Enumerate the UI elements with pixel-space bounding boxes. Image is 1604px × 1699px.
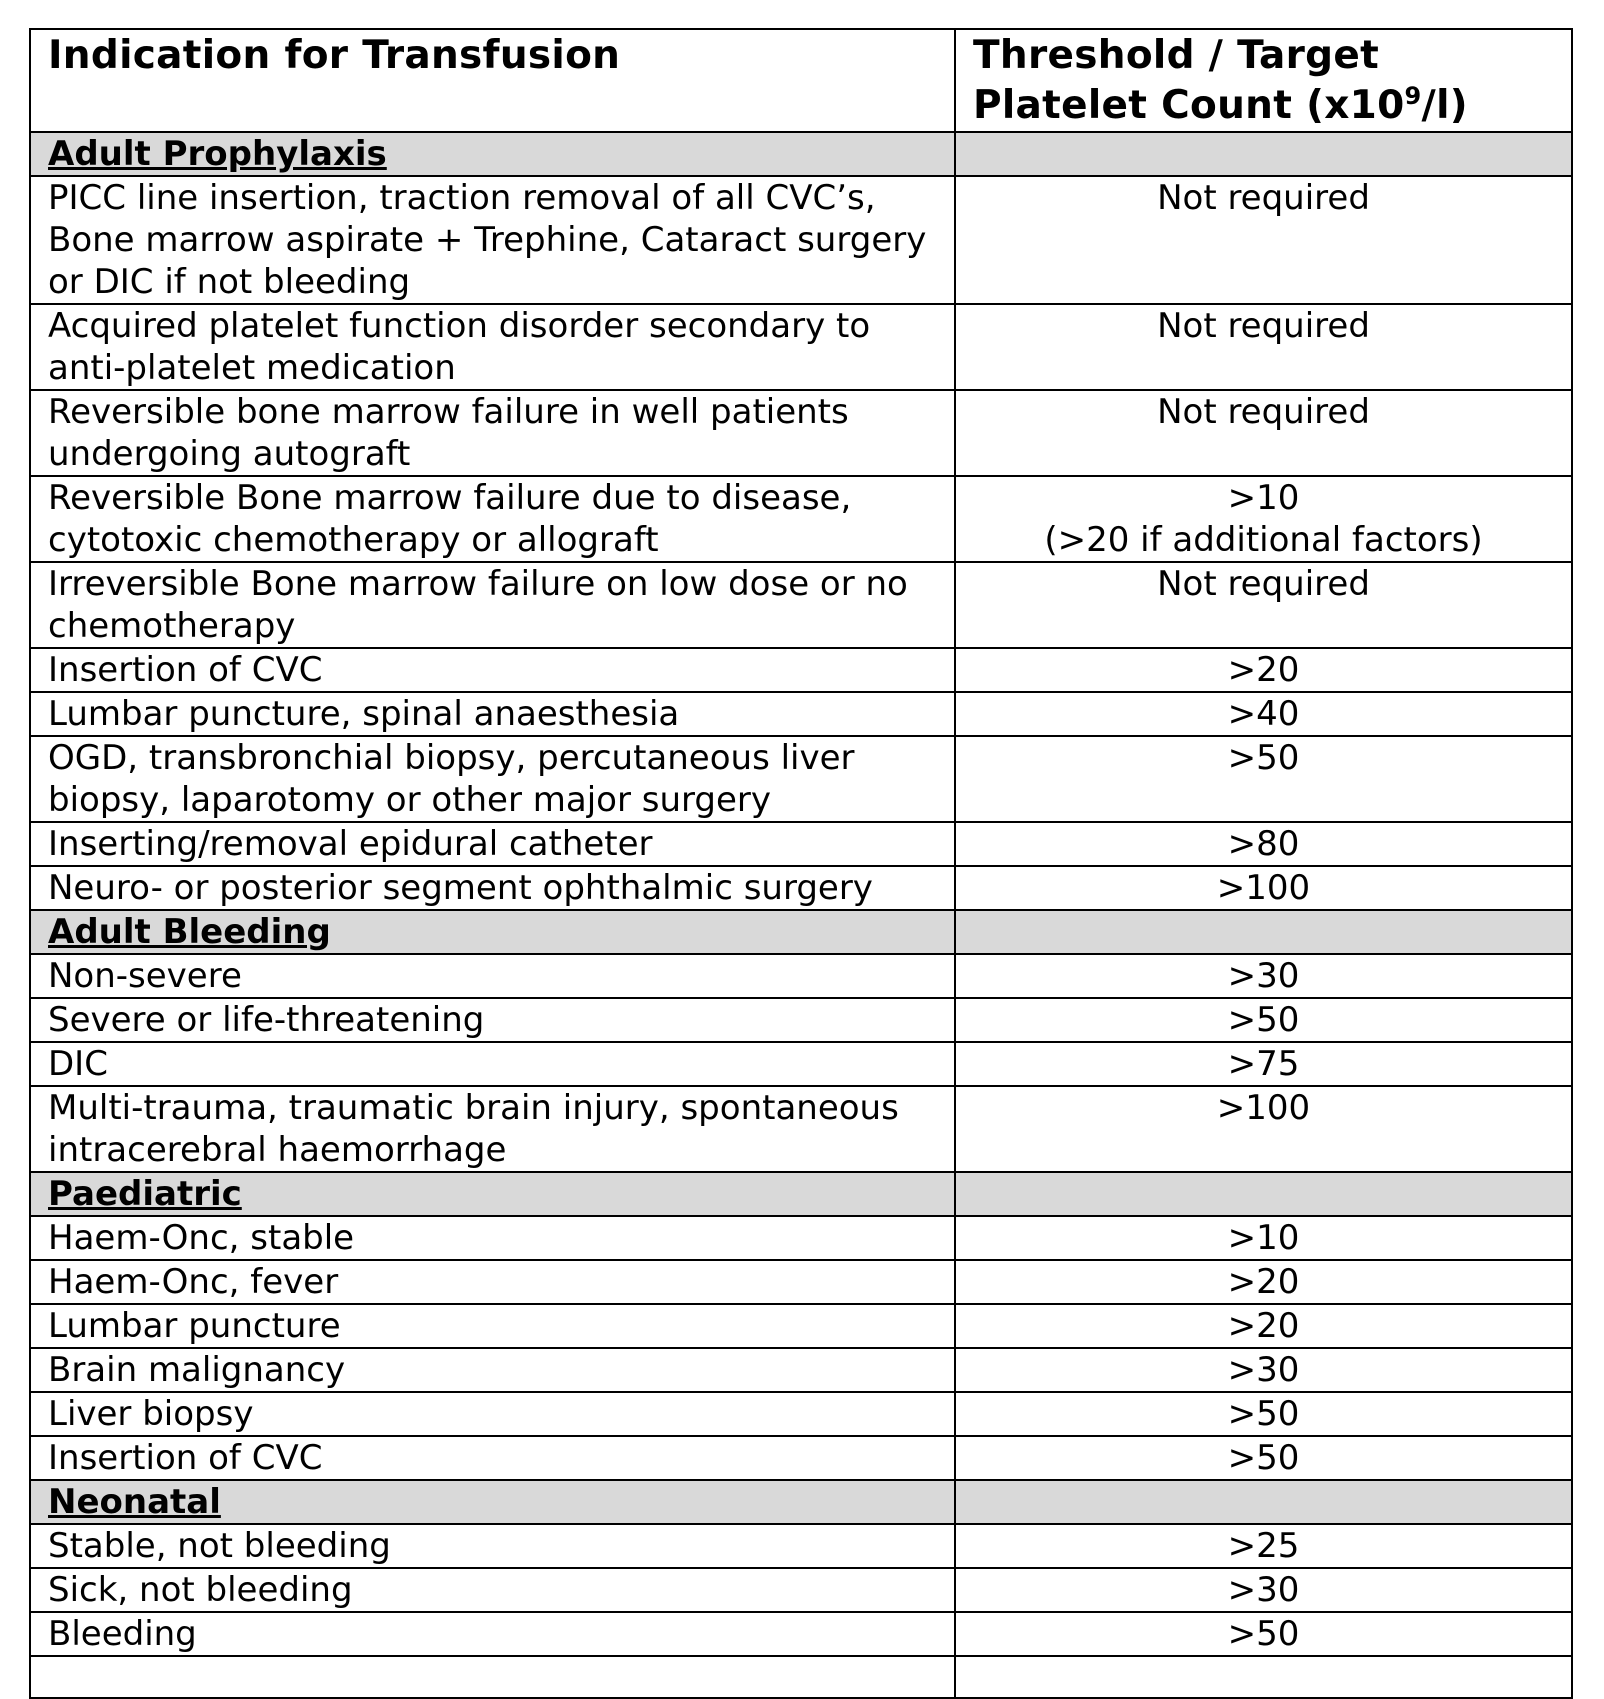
threshold-cell: >30 bbox=[955, 1348, 1572, 1392]
table-row bbox=[30, 1304, 1572, 1348]
threshold-cell: >50 bbox=[955, 736, 1572, 822]
indication-cell: Lumbar puncture bbox=[30, 1304, 955, 1348]
section-title: Adult Bleeding bbox=[30, 910, 955, 954]
indication-cell: Severe or life-threatening bbox=[30, 998, 955, 1042]
indication-cell: Inserting/removal epidural catheter bbox=[30, 822, 955, 866]
header-indication: Indication for Transfusion bbox=[30, 29, 955, 132]
table-row bbox=[30, 476, 1572, 562]
threshold-cell: >50 bbox=[955, 1436, 1572, 1480]
threshold-cell: >50 bbox=[955, 1612, 1572, 1656]
threshold-cell: >100 bbox=[955, 1086, 1572, 1172]
table-row bbox=[30, 390, 1572, 476]
table-row bbox=[30, 866, 1572, 910]
threshold-cell: Not required bbox=[955, 390, 1572, 476]
threshold-cell: >100 bbox=[955, 866, 1572, 910]
table-row bbox=[30, 954, 1572, 998]
threshold-cell: >50 bbox=[955, 1392, 1572, 1436]
threshold-cell: >10 bbox=[955, 1216, 1572, 1260]
indication-cell: Sick, not bleeding bbox=[30, 1568, 955, 1612]
threshold-note: (>20 if additional factors) bbox=[1044, 520, 1483, 560]
threshold-cell: >30 bbox=[955, 1568, 1572, 1612]
empty-row bbox=[30, 1656, 1572, 1698]
indication-cell: Reversible bone marrow failure in well patients undergoing autograft bbox=[30, 390, 955, 476]
indication-cell: Brain malignancy bbox=[30, 1348, 955, 1392]
section-row bbox=[30, 132, 1572, 176]
section-title: Adult Prophylaxis bbox=[30, 132, 955, 176]
threshold-cell: Not required bbox=[955, 562, 1572, 648]
table-row bbox=[30, 1436, 1572, 1480]
threshold-value: >10 bbox=[1227, 478, 1300, 518]
header-threshold bbox=[955, 29, 1572, 132]
table-row bbox=[30, 1042, 1572, 1086]
threshold-cell: Not required bbox=[955, 304, 1572, 390]
indication-cell: Insertion of CVC bbox=[30, 648, 955, 692]
indication-cell: Neuro- or posterior segment ophthalmic surgery bbox=[30, 866, 955, 910]
table-row bbox=[30, 1086, 1572, 1172]
table-row bbox=[30, 562, 1572, 648]
indication-cell: PICC line insertion, traction removal of all CVC’s, Bone marrow aspirate + Trephine, Cataract surgery or DIC if not bleeding bbox=[30, 176, 955, 304]
table-row bbox=[30, 1348, 1572, 1392]
threshold-cell: >25 bbox=[955, 1524, 1572, 1568]
header-threshold-line2: Platelet Count $(x10^9/l)$ bbox=[973, 82, 1468, 128]
table-row bbox=[30, 1392, 1572, 1436]
indication-cell: Irreversible Bone marrow failure on low dose or no chemotherapy bbox=[30, 562, 955, 648]
indication-cell: Stable, not bleeding bbox=[30, 1524, 955, 1568]
threshold-cell: >75 bbox=[955, 1042, 1572, 1086]
table-row bbox=[30, 1568, 1572, 1612]
indication-cell: Reversible Bone marrow failure due to disease, cytotoxic chemotherapy or allograft bbox=[30, 476, 955, 562]
indication-cell: Haem-Onc, stable bbox=[30, 1216, 955, 1260]
threshold-cell: >80 bbox=[955, 822, 1572, 866]
section-row bbox=[30, 1172, 1572, 1216]
table-row bbox=[30, 1260, 1572, 1304]
indication-cell: Haem-Onc, fever bbox=[30, 1260, 955, 1304]
threshold-cell bbox=[955, 476, 1572, 562]
threshold-cell: >50 bbox=[955, 998, 1572, 1042]
table-row bbox=[30, 822, 1572, 866]
table-row bbox=[30, 176, 1572, 304]
indication-cell: OGD, transbronchial biopsy, percutaneous liver biopsy, laparotomy or other major surgery bbox=[30, 736, 955, 822]
table-row bbox=[30, 648, 1572, 692]
section-title: Neonatal bbox=[30, 1480, 955, 1524]
table-row bbox=[30, 1216, 1572, 1260]
section-row bbox=[30, 1480, 1572, 1524]
threshold-cell: >20 bbox=[955, 1304, 1572, 1348]
indication-cell: Non-severe bbox=[30, 954, 955, 998]
threshold-cell: >40 bbox=[955, 692, 1572, 736]
indication-cell: Multi-trauma, traumatic brain injury, spontaneous intracerebral haemorrhage bbox=[30, 1086, 955, 1172]
section-title: Paediatric bbox=[30, 1172, 955, 1216]
threshold-cell: >20 bbox=[955, 1260, 1572, 1304]
platelet-transfusion-table bbox=[29, 28, 1573, 1699]
section-row bbox=[30, 910, 1572, 954]
table-row bbox=[30, 692, 1572, 736]
header-superscript: 9 bbox=[1404, 82, 1422, 110]
indication-cell: Acquired platelet function disorder secondary to anti-platelet medication bbox=[30, 304, 955, 390]
indication-cell: Lumbar puncture, spinal anaesthesia bbox=[30, 692, 955, 736]
table-row bbox=[30, 736, 1572, 822]
table-row bbox=[30, 1524, 1572, 1568]
indication-cell: Liver biopsy bbox=[30, 1392, 955, 1436]
indication-cell: Bleeding bbox=[30, 1612, 955, 1656]
indication-cell: Insertion of CVC bbox=[30, 1436, 955, 1480]
table-header-row bbox=[30, 29, 1572, 132]
table-row bbox=[30, 998, 1572, 1042]
threshold-cell: >30 bbox=[955, 954, 1572, 998]
threshold-cell: Not required bbox=[955, 176, 1572, 304]
threshold-cell: >20 bbox=[955, 648, 1572, 692]
header-threshold-line1: Threshold / Target bbox=[973, 33, 1380, 78]
table-row bbox=[30, 1612, 1572, 1656]
table-row bbox=[30, 304, 1572, 390]
indication-cell: DIC bbox=[30, 1042, 955, 1086]
